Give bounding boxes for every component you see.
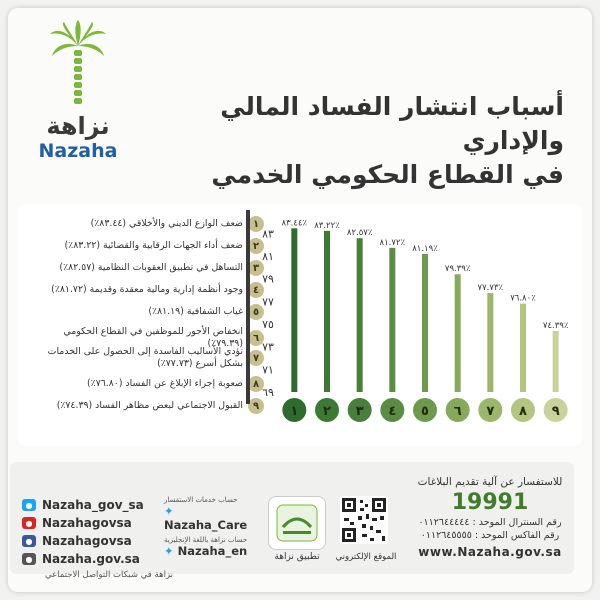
reason-item [33,346,264,370]
bar-1 [291,228,297,392]
y-tick-label: ٨١ [262,250,274,263]
legend-divider [246,210,250,404]
bar-value-label: ٧٧.٧٣٪ [477,283,504,294]
reason-item [33,282,264,298]
en-caption: حساب نزاهة باللغة الإنجليزية [164,536,248,544]
social-caption: نزاهة في شبكات التواصل الاجتماعي [45,570,173,580]
category-label: ٩ [551,404,560,419]
y-tick-label: ٧٧ [262,295,274,309]
reason-number-badge: ٢ [248,238,264,254]
title-line-2: في القطاع الحكومي الخدمي [211,160,564,189]
bar-value-label: ٨١.١٩٪ [412,243,438,254]
bar-4 [389,248,395,392]
bar-9 [553,331,559,392]
social-link[interactable] [22,496,182,514]
reason-item [33,216,264,232]
contact-intro: للاستفسار عن آلية تقديم البلاغات [417,476,563,488]
reason-item [33,238,264,254]
y-tick-label: ٨٣ [262,227,274,241]
y-tick-label: ٧٩ [262,272,274,286]
en-handle-text: Nazaha_en [177,544,248,558]
bar-chart [254,206,580,428]
reason-number-badge: ٨ [248,376,264,392]
twitter-icon: ● [22,499,36,511]
bar-value-label: ٨١.٧٢٪ [379,237,406,248]
title-line-1: أسباب انتشار الفساد المالي والإداري [220,92,564,155]
care-accounts [164,496,260,558]
category-label: ٨ [519,404,527,419]
y-tick-label: ٧١ [262,363,274,377]
reason-number-badge: ٤ [248,282,264,298]
social-links [22,496,182,568]
qr-caption: الموقع الإلكتروني [335,552,397,562]
social-handle: Nazaha.gov.sa [42,552,140,566]
care-handle-text: Nazaha_Care [164,518,248,532]
website-link[interactable]: www.Nazaha.gov.sa [418,545,562,559]
logo-arabic-text: نزاهة [46,112,110,140]
reason-text: القبول الاجتماعي لبعض مظاهر الفساد (٧٤.٣٩٪) [56,400,243,411]
fax-number: رقم الفاكس الموحد : ٠١١٢٦٤٥٥٥٥ [420,530,560,541]
reason-item [33,304,264,320]
reason-number-badge: ٣ [248,260,264,276]
category-label: ١ [290,404,299,419]
bar-value-label: ٧٦.٨٠٪ [510,293,536,304]
reason-item [33,376,264,392]
category-label: ٤ [388,404,397,419]
reason-number-badge: ٥ [248,304,264,320]
app-logo-icon [269,497,325,549]
nazaha-logo [24,20,132,170]
reason-text: غياب الشفافية (٨١.١٩٪) [148,306,243,317]
social-handle: Nazahagovsa [42,534,132,548]
app-icon[interactable] [268,496,326,550]
central-number: رقم السنترال الموحد : ٠١١٢٦٤٤٤٤٤ [418,517,562,528]
reason-number-badge: ٧ [248,350,264,366]
bar-value-label: ٨٣.٤٤٪ [281,218,308,229]
web-icon: ● [22,553,36,565]
social-link[interactable] [22,514,182,532]
social-link[interactable] [22,532,182,550]
bar-5 [422,254,428,392]
reason-text: وجود أنظمة إدارية ومالية معقدة وقديمة (٨١.٧٢٪) [51,284,243,295]
app-caption: تطبيق نزاهة [274,552,320,562]
twitter-icon: ✦ [164,504,174,518]
twitter-icon: ✦ [164,544,174,558]
social-handle: Nazahagovsa [42,516,132,530]
category-label: ٧ [486,404,495,419]
reason-text: ضعف أداء الجهات الرقابية والقضائية (٨٣.٢٢٪) [64,240,243,251]
header [8,8,592,190]
palm-tree-icon [48,20,108,106]
care-caption: حساب خدمات الاستفسار [164,496,238,504]
bar-value-label: ٧٤.٣٩٪ [542,320,569,331]
reason-item [33,260,264,276]
reason-text: انخفاض الأجور للموظفين في القطاع الحكومي (٧٩.٣٩٪) [63,326,243,349]
bar-6 [455,274,461,392]
qr-code-icon[interactable] [340,496,388,544]
category-label: ٦ [453,404,462,419]
category-label: ٥ [421,404,429,419]
reason-number-badge: ١ [248,216,264,232]
reason-text: تؤدي الأساليب الفاسدة إلى الحصول على الخدمات بشكل أسرع (٧٧.٧٣٪) [47,346,243,369]
y-tick-label: ٧٥ [262,318,274,331]
care-handle[interactable] [164,504,260,532]
bar-value-label: ٨٣.٢٢٪ [314,220,340,231]
hotline-number[interactable]: 19991 [451,490,529,515]
bar-8 [520,304,526,392]
en-handle[interactable] [164,544,260,558]
reason-number-badge: ٩ [248,398,264,414]
page-title [144,90,564,192]
logo-english-text: Nazaha [38,140,118,162]
bar-value-label: ٧٩.٣٩٪ [444,264,471,275]
reason-text: صعوبة إجراء الإبلاغ عن الفساد (٧٦.٨٠٪) [86,378,243,389]
bar-3 [357,238,363,392]
social-link[interactable] [22,550,182,568]
social-handle: Nazaha_gov_sa [42,498,144,512]
youtube-icon: ● [22,517,36,529]
bar-2 [324,231,330,392]
contact-info [400,476,580,559]
y-tick-label: ٦٩ [262,386,274,399]
category-label: ٣ [355,404,364,419]
y-tick-label: ٧٣ [262,340,274,354]
reason-number-badge: ٦ [248,330,264,346]
reason-text: ضعف الوازع الديني والأخلاقي (٨٣.٤٤٪) [90,218,243,229]
reason-text: التساهل في تطبيق العقوبات النظامية (٨٢.٥٧٪) [59,262,243,273]
facebook-icon: ● [22,535,36,547]
category-label: ٢ [323,404,331,419]
reason-item [33,398,264,414]
bar-7 [487,293,493,392]
bar-value-label: ٨٢.٥٧٪ [346,228,373,239]
